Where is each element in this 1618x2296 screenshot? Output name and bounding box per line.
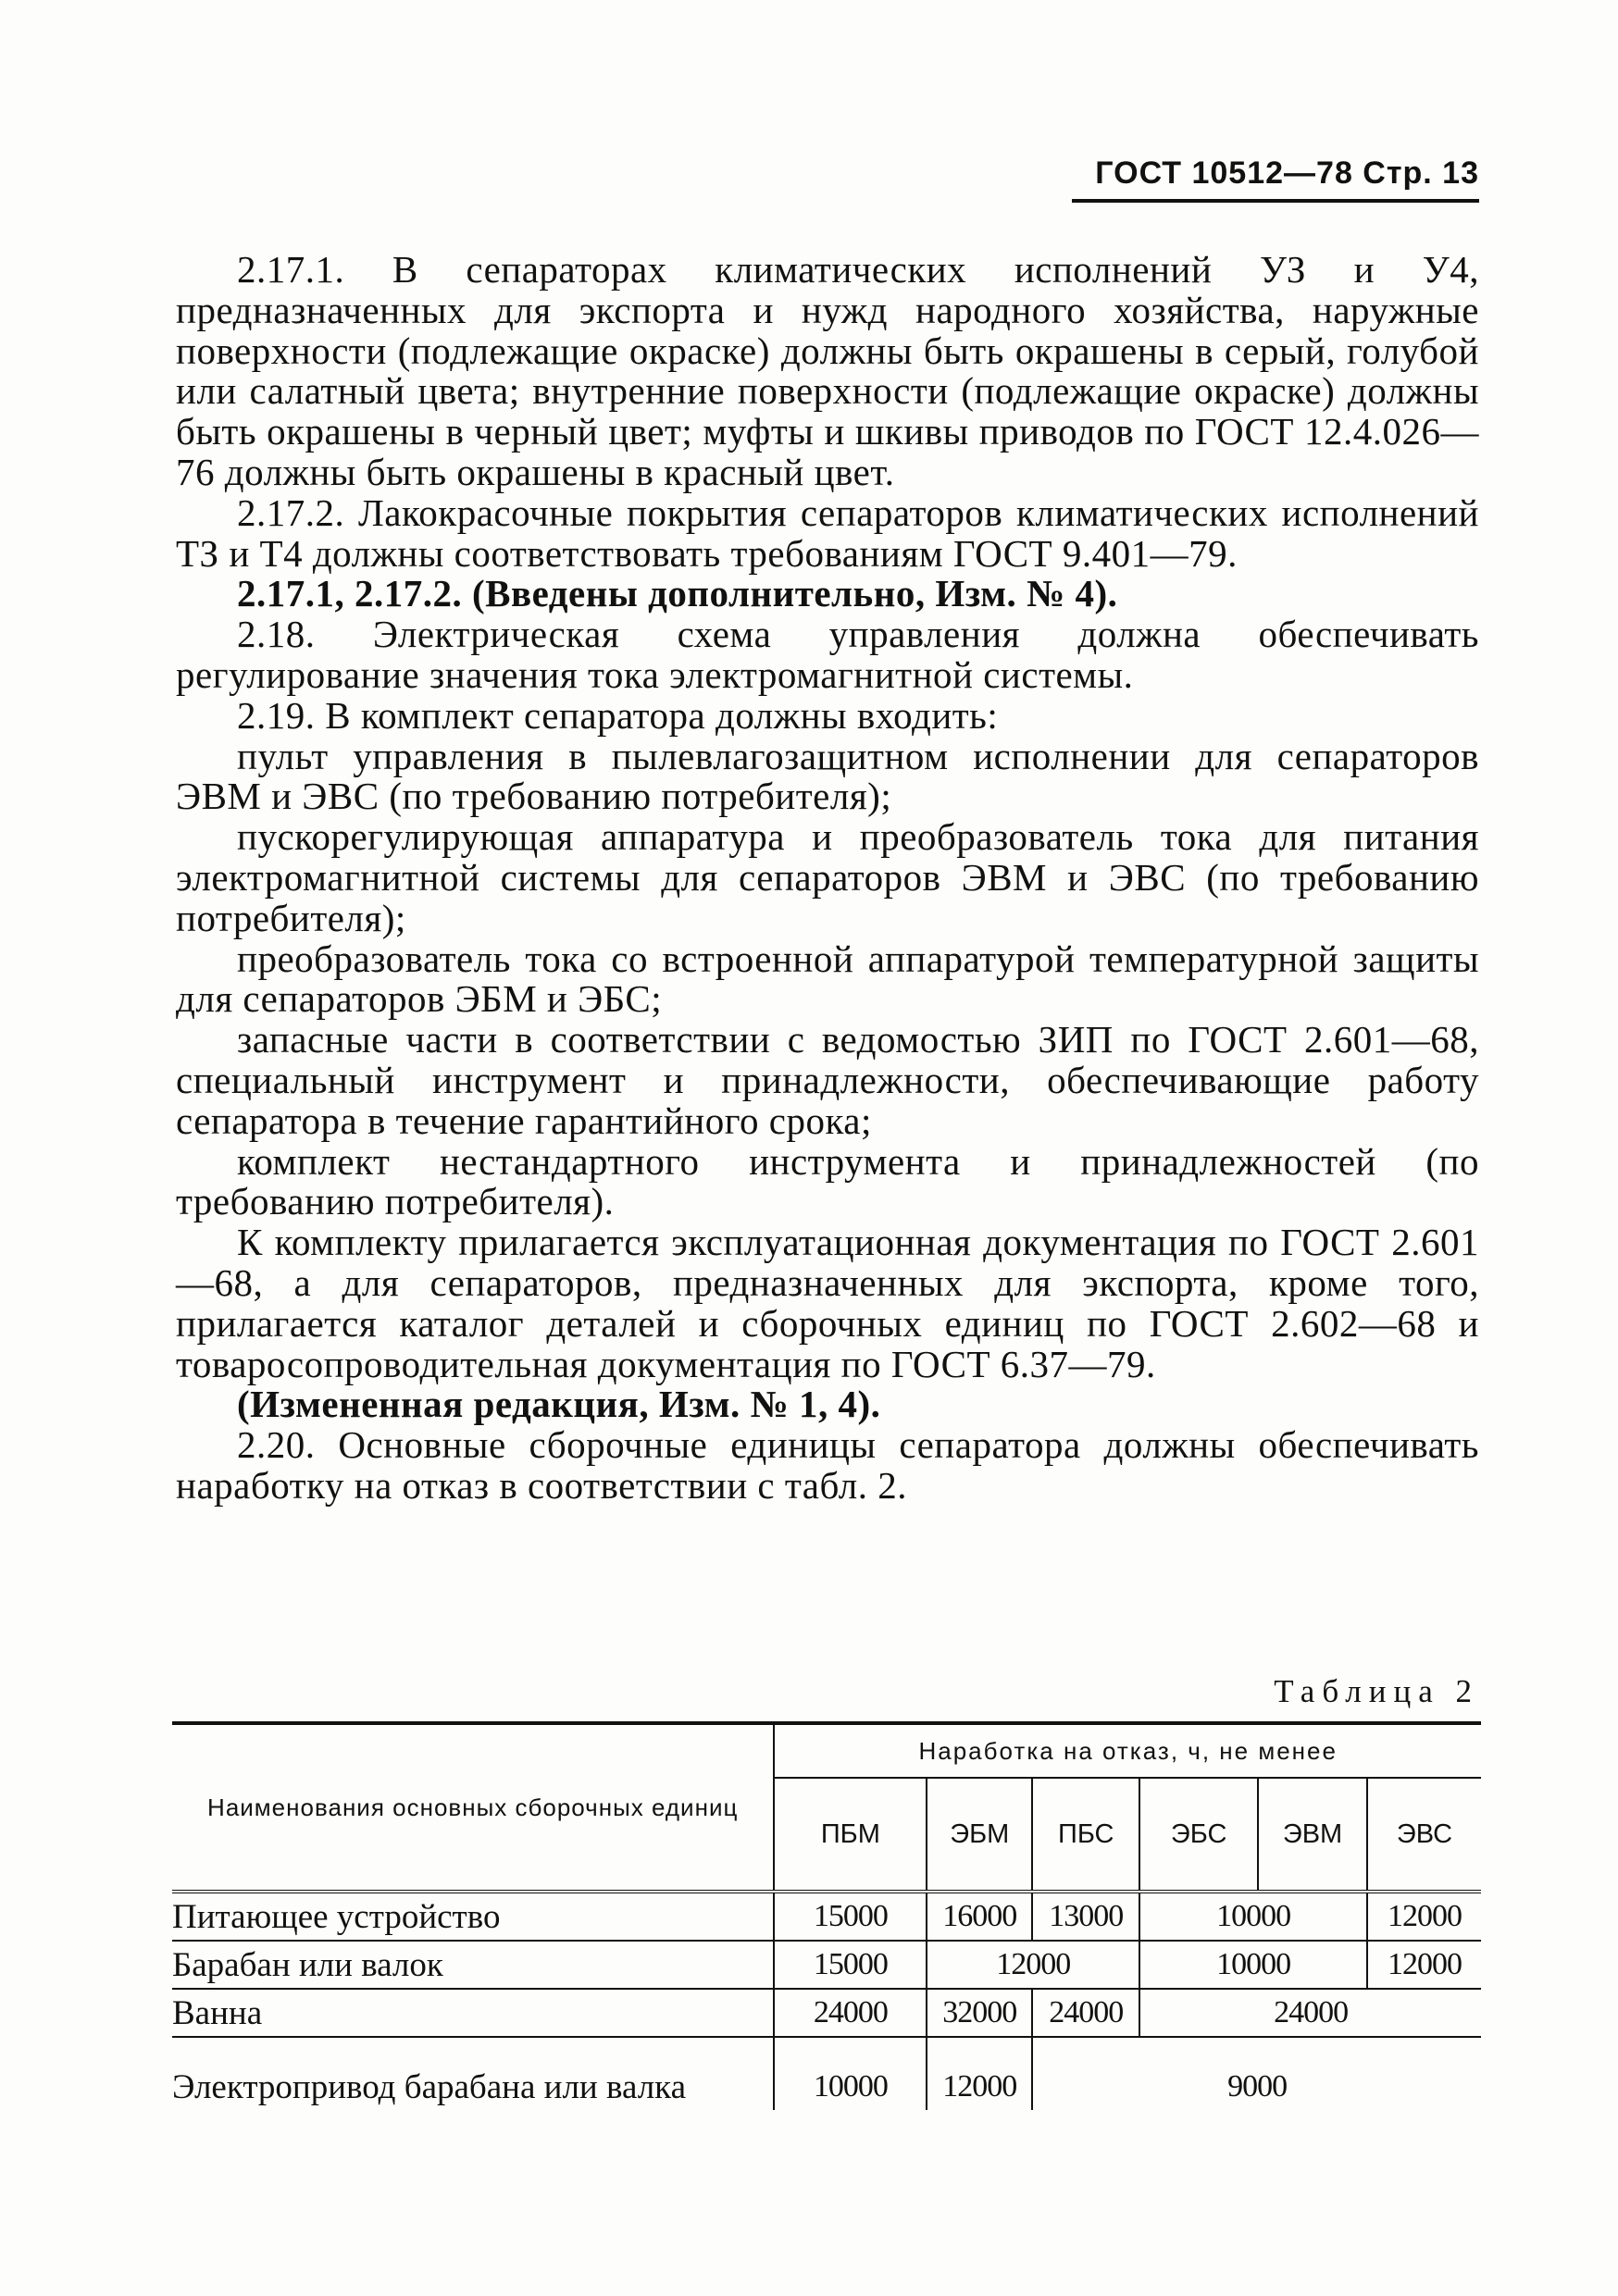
paragraph-documentation: К комплекту прилагается эксплуатационная документация по ГОСТ 2.601—68, а для сепараторов, предназначенных для экспорта, кроме того, прилагается каталог деталей и сборочных единиц по ГОСТ 2.602—68 и товаросопроводительная документация по ГОСТ 6.37—79. [176, 1221, 1479, 1385]
list-item-current-converter: преобразователь тока со встроенной аппаратурой температурной защиты для сепараторов ЭБМ и ЭБС; [176, 937, 1479, 1021]
amendment-note-1: 2.17.1, 2.17.2. (Введены дополнительно, Изм. № 4). [237, 572, 1118, 615]
table-cell: 12000 [1367, 1893, 1481, 1941]
header-rule [1072, 199, 1479, 203]
table-cell: 10000 [1139, 1893, 1367, 1941]
list-item-control-panel: пульт управления в пылевлагозащитном исполнении для сепараторов ЭВМ и ЭВС (по требованию потребителя); [176, 734, 1479, 818]
row-name: Барабан или валок [172, 1941, 774, 1989]
reliability-table [172, 1721, 1481, 2110]
table-row [172, 1893, 1481, 1941]
table-row [172, 1989, 1481, 2037]
table-cell: 15000 [774, 1941, 927, 1989]
table-group-header: Наработка на отказ, ч, не менее [774, 1723, 1481, 1778]
table-cell: 13000 [1032, 1893, 1139, 1941]
table-cell: 9000 [1227, 2069, 1288, 2104]
table-cell: 24000 [1139, 1989, 1481, 2037]
row-name: Питающее устройство [172, 1893, 774, 1941]
table-caption: Таблица 2 [1274, 1673, 1479, 1709]
table-cell: 16000 [927, 1893, 1032, 1941]
column-header: ЭБМ [927, 1778, 1032, 1892]
list-item-spare-parts: запасные части в соответствии с ведомостью ЗИП по ГОСТ 2.601—68, специальный инструмент и принадлежности, обеспечивающие работу сепаратора в течение гарантийного срока; [176, 1018, 1479, 1142]
table-cell: 15000 [774, 1893, 927, 1941]
page-header: ГОСТ 10512—78 Стр. 13 [1095, 155, 1479, 191]
list-item-starting-equipment: пускорегулирующая аппаратура и преобразователь тока для питания электромагнитной системы для сепараторов ЭВМ и ЭВС (по требованию потребителя); [176, 815, 1479, 939]
table-cell: 24000 [1032, 1989, 1139, 2037]
table-cell: 32000 [927, 1989, 1032, 2037]
column-header: ЭБС [1139, 1778, 1258, 1892]
row-name: Электропривод барабана или валка [172, 2037, 774, 2110]
paragraph-2-17-2: 2.17.2. Лакокрасочные покрытия сепараторов климатических исполнений ТЗ и Т4 должны соответствовать требованиям ГОСТ 9.401—79. [176, 490, 1479, 575]
column-header: ПБМ [774, 1778, 927, 1892]
paragraph-2-18: 2.18. Электрическая схема управления должна обеспечивать регулирование значения тока электромагнитной системы. [176, 613, 1479, 696]
column-header: ЭВМ [1258, 1778, 1367, 1892]
body-text [176, 250, 1479, 1507]
table-name-header: Наименования основных сборочных единиц [172, 1723, 774, 1892]
table-cell: 12000 [927, 2037, 1032, 2110]
table-cell: 12000 [927, 1941, 1139, 1989]
table-row [172, 1941, 1481, 1989]
list-item-nonstandard-tools: комплект нестандартного инструмента и принадлежностей (по требованию потребителя). [176, 1139, 1479, 1223]
column-header: ЭВС [1396, 1818, 1453, 1849]
table-row [172, 2037, 1481, 2110]
table-cell: 24000 [774, 1989, 927, 2037]
table-cell: 10000 [1139, 1941, 1367, 1989]
paragraph-2-19: 2.19. В комплект сепаратора должны входить: [237, 693, 999, 737]
column-header: ПБС [1032, 1778, 1139, 1892]
table-cell: 12000 [1367, 1941, 1481, 1989]
amendment-note-2: (Измененная редакция, Изм. № 1, 4). [237, 1383, 881, 1426]
table-cell: 10000 [774, 2037, 927, 2110]
paragraph-2-17-1: 2.17.1. В сепараторах климатических исполнений УЗ и У4, предназначенных для экспорта и нужд народного хозяйства, наружные поверхности (подлежащие окраске) должны быть окрашены в серый, голубой или салатный цвета; внутренние поверхности (подлежащие окраске) должны быть окрашены в черный цвет; муфты и шкивы приводов по ГОСТ 12.4.026—76 должны быть окрашены в красный цвет. [176, 248, 1479, 493]
row-name: Ванна [172, 1989, 774, 2037]
paragraph-2-20: 2.20. Основные сборочные единицы сепаратора должны обеспечивать наработку на отказ в соответствии с табл. 2. [176, 1423, 1479, 1507]
